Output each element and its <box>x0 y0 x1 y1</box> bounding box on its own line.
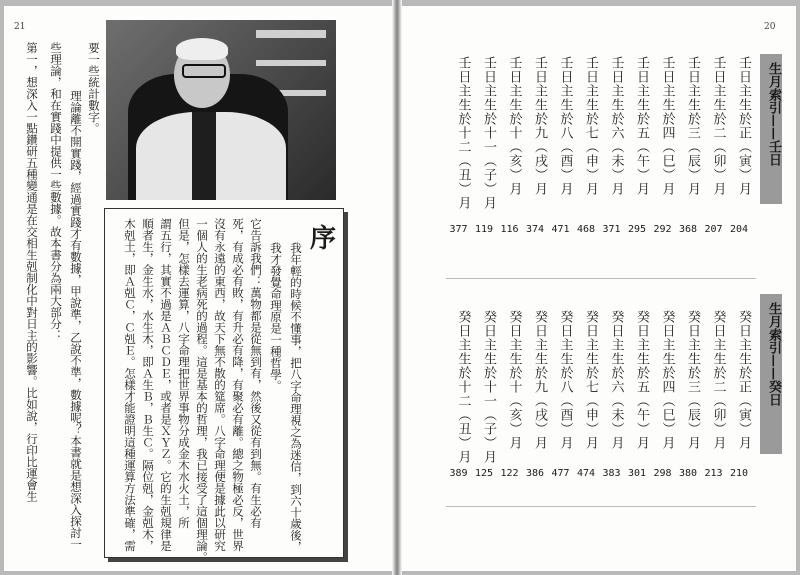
index-page-number: 295 <box>628 224 647 235</box>
index-page-number: 377 <box>449 224 468 235</box>
glasses <box>182 64 226 78</box>
index-row: 癸日主生於二（卯）月 <box>710 310 726 450</box>
index-row: 癸日主生於八（酉）月 <box>557 310 573 450</box>
preface-column: 順者生，金生水，水生木，即Ａ生Ｂ，Ｂ生Ｃ。隔位剋，金剋木， <box>141 218 155 552</box>
body-column: 第一，想深入一點鑽研五種變通是在交相生剋制化中對日主的影響。比如說，行印比運會生 <box>25 42 39 502</box>
index-page-number: 374 <box>526 224 545 235</box>
index-row: 癸日主生於九（戌）月 <box>532 310 547 450</box>
index-page-number: 207 <box>704 224 723 235</box>
preface-column: 謂五行，其實不過是ＡＢＣＤＥ，或者是ＸＹＺ。它的生剋規律是 <box>159 218 173 552</box>
index-row: 壬日主生於四（巳）月 <box>659 56 675 196</box>
body-column: 理論離不開實踐，經過實踐才有數據，甲說準，乙說不準，數據呢？本書就是想深入探討一 <box>69 90 83 550</box>
index-row: 壬日主生於正（寅）月 <box>736 56 751 196</box>
preface-column: 它告訴我們：萬物都是從無到有，然後又從有到無。有生必有 <box>249 218 263 529</box>
index-page-number: 204 <box>730 224 749 235</box>
hair <box>176 38 228 60</box>
preface-column: 一個人的生老病死的過程。這是基本的哲理，我已接受了這個理論。 <box>195 218 209 563</box>
bookshelf <box>256 60 326 66</box>
index-row: 癸日主生於正（寅）月 <box>736 310 751 450</box>
preface-column: 沒有永遠的東西，故天下無不散的筵席。八字命理便是據此以研究 <box>213 218 227 552</box>
right-page <box>402 6 796 571</box>
index-page-number: 477 <box>551 468 570 479</box>
page-number-left: 21 <box>14 22 26 32</box>
index-page-number: 292 <box>653 224 672 235</box>
index-page-number: 386 <box>526 468 545 479</box>
index-row: 癸日主生於四（巳）月 <box>659 310 675 450</box>
index-row: 壬日主生於七（申）月 <box>583 56 598 196</box>
index-page-number: 389 <box>449 468 468 479</box>
preface-column: 我年輕的時候不懂事，把八字命理視之為迷信，到六十歲後， <box>289 242 303 553</box>
index-page-number: 119 <box>475 224 494 235</box>
index-row: 壬日主生於十一（子）月 <box>481 56 496 210</box>
index-tab-label: 生月索引——癸日 <box>766 302 781 406</box>
index-row: 癸日主生於十（亥）月 <box>506 310 522 450</box>
index-row: 癸日主生於三（辰）月 <box>685 310 700 450</box>
dark-shirt <box>192 112 216 200</box>
index-page-number: 383 <box>602 468 621 479</box>
preface-column: 木剋土，即Ａ剋Ｃ，Ｃ剋Ｅ。怎樣才能證明這種運算方法準確，需 <box>123 218 137 552</box>
section-divider <box>446 278 756 279</box>
index-row: 壬日主生於三（辰）月 <box>685 56 700 196</box>
preface-column: 死，有成必有敗，有升必有降，有聚必有離。總之物極必反，世界 <box>231 218 245 552</box>
index-page-number: 125 <box>475 468 494 479</box>
index-page-number: 380 <box>679 468 698 479</box>
index-page-number: 368 <box>679 224 698 235</box>
index-row: 癸日主生於十二（丑）月 <box>455 310 471 464</box>
index-page-number: 371 <box>602 224 621 235</box>
index-page-number: 301 <box>628 468 647 479</box>
index-row: 壬日主生於五（午）月 <box>634 56 649 196</box>
preface-column: 我才發覺命理原是一種哲學。 <box>269 242 283 392</box>
index-page-number: 298 <box>653 468 672 479</box>
index-tab-gui <box>760 294 782 454</box>
book-spine <box>392 0 402 575</box>
bookshelf <box>256 30 326 38</box>
index-row: 壬日主生於九（戌）月 <box>532 56 547 196</box>
index-row: 癸日主生於六（未）月 <box>608 310 624 450</box>
body-column: 些理論，和在實踐中提供一些數據。故本書分為兩大部分： <box>49 42 63 341</box>
index-page-number: 210 <box>730 468 749 479</box>
index-page-number: 471 <box>551 224 570 235</box>
author-photo <box>106 20 336 200</box>
index-page-number: 474 <box>577 468 596 479</box>
page-number-right: 20 <box>764 22 776 32</box>
preface-title: 序 <box>310 224 337 254</box>
index-row: 壬日主生於八（酉）月 <box>557 56 573 196</box>
index-row: 癸日主生於五（午）月 <box>634 310 649 450</box>
index-page-number: 213 <box>704 468 723 479</box>
body-column: 要一些統計數字。 <box>87 42 101 134</box>
index-tab-label: 生月索引——壬日 <box>766 62 781 166</box>
index-page-number: 468 <box>577 224 596 235</box>
index-tab-ren <box>760 54 782 204</box>
index-row: 壬日主生於十（亥）月 <box>506 56 522 196</box>
section-divider <box>446 506 756 507</box>
index-row: 壬日主生於二（卯）月 <box>710 56 726 196</box>
index-page-number: 122 <box>500 468 519 479</box>
preface-column: 但是，怎樣去運算，八字命理把世界事物分成金木水火土，所 <box>177 218 191 529</box>
left-page <box>4 6 392 571</box>
index-row: 癸日主生於七（申）月 <box>583 310 598 450</box>
index-row: 癸日主生於十一（子）月 <box>481 310 496 464</box>
index-row: 壬日主生於六（未）月 <box>608 56 624 196</box>
index-row: 壬日主生於十二（丑）月 <box>455 56 471 210</box>
index-page-number: 116 <box>500 224 519 235</box>
